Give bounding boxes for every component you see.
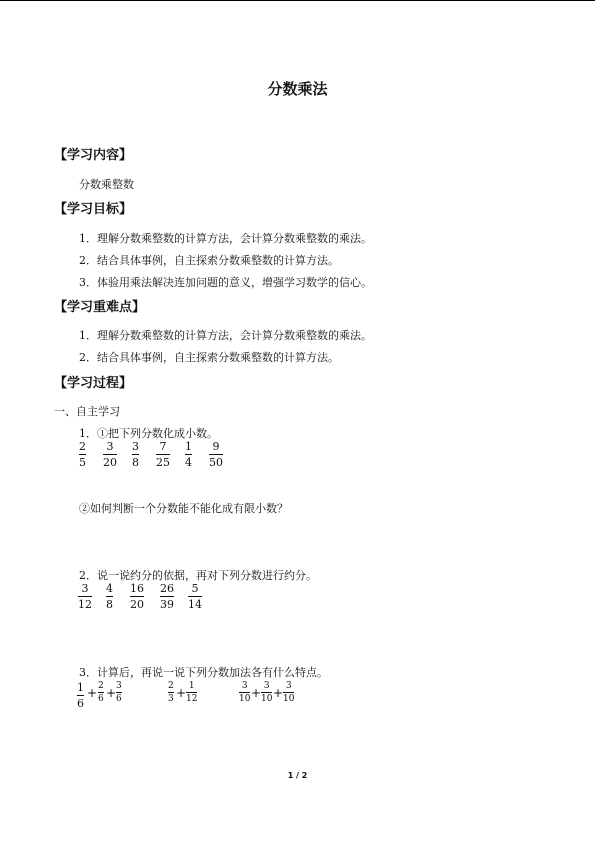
fraction: 4 8: [106, 582, 113, 611]
fraction: 16 20: [130, 582, 144, 611]
question-2-prompt: 2．说一说约分的依据，再对下列分数进行约分。: [79, 569, 317, 582]
self-study-label: 一、自主学习: [54, 405, 120, 418]
question-1-sub: ②如何判断一个分数能不能化成有限小数？: [79, 502, 288, 515]
section-heading-content: 【学习内容】: [54, 148, 133, 163]
page-title: 分数乘法: [267, 80, 328, 98]
plus-sign: +: [273, 686, 284, 700]
fraction: 1 6: [77, 681, 84, 710]
fraction: 3 10: [261, 681, 273, 704]
goal-item: 1．理解分数乘整数的计算方法，会计算分数乘整数的乘法。: [79, 232, 372, 245]
fraction: 1 12: [186, 681, 198, 704]
fraction: 5 14: [188, 582, 202, 611]
fraction: 3 10: [239, 681, 251, 704]
plus-sign: +: [106, 686, 117, 700]
fraction: 9 50: [209, 440, 223, 469]
fraction: 26 39: [160, 582, 174, 611]
question-3-prompt: 3．计算后，再说一说下列分数加法各有什么特点。: [79, 666, 328, 679]
plus-sign: +: [87, 686, 98, 700]
page-top-border: [0, 0, 595, 1]
plus-sign: +: [176, 686, 187, 700]
fraction: 7 25: [156, 440, 170, 469]
section-heading-goals: 【学习目标】: [54, 202, 133, 217]
fraction: 3 6: [116, 681, 122, 704]
fraction: 2 5: [79, 440, 86, 469]
section-heading-keypoints: 【学习重难点】: [54, 300, 146, 315]
goal-item: 3．体验用乘法解决连加问题的意义，增强学习数学的信心。: [79, 276, 372, 289]
keypoint-item: 2．结合具体事例，自主探索分数乘整数的计算方法。: [79, 351, 339, 364]
fraction: 1 4: [185, 440, 192, 469]
goal-item: 2．结合具体事例，自主探索分数乘整数的计算方法。: [79, 254, 339, 267]
question-1-prompt: 1．①把下列分数化成小数。: [79, 427, 218, 440]
fraction: 3 8: [132, 440, 139, 469]
section-heading-process: 【学习过程】: [54, 376, 133, 391]
keypoint-item: 1．理解分数乘整数的计算方法，会计算分数乘整数的乘法。: [79, 329, 372, 342]
plus-sign: +: [251, 686, 262, 700]
fraction: 3 10: [283, 681, 295, 704]
fraction: 2 6: [98, 681, 104, 704]
fraction: 3 20: [103, 440, 117, 469]
content-body: 分数乘整数: [79, 178, 134, 191]
fraction: 2 3: [168, 681, 174, 704]
page-number: 1 / 2: [287, 771, 308, 780]
fraction: 3 12: [78, 582, 92, 611]
